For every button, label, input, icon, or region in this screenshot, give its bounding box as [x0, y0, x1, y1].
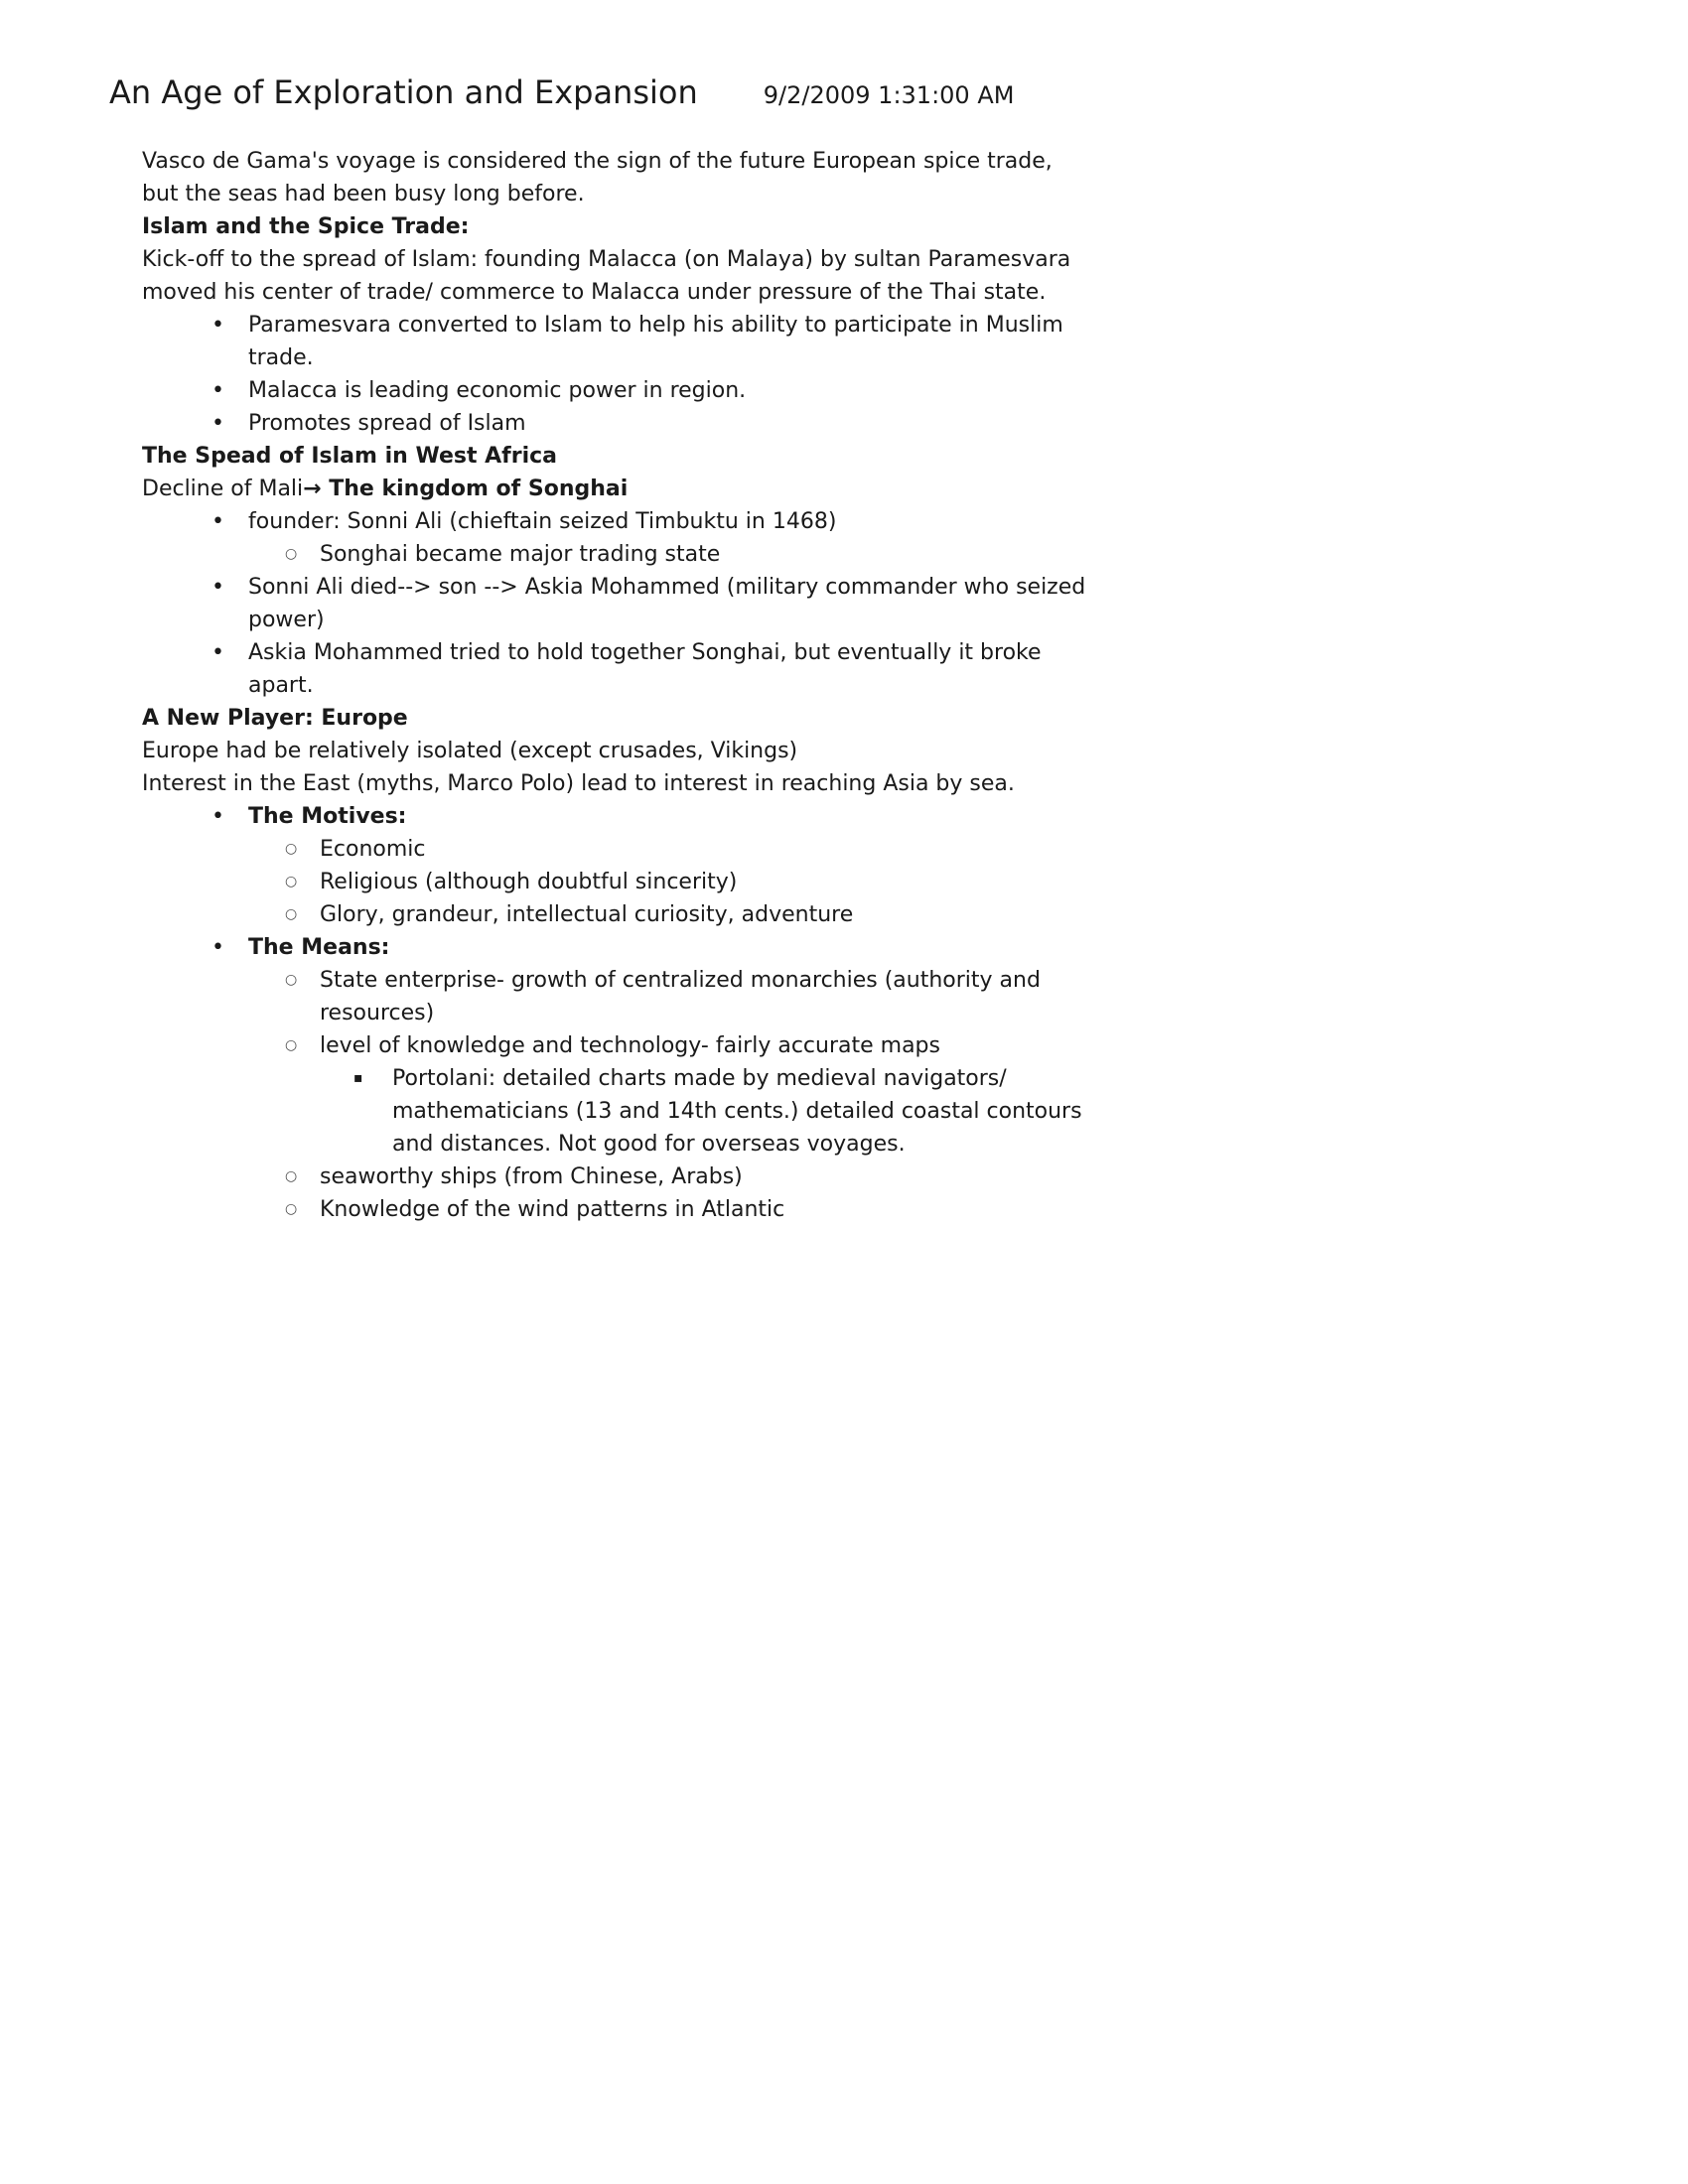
text-run: level of knowledge and technology- fairly accurate maps — [320, 1033, 940, 1058]
bullet-circle-icon: ○ — [285, 972, 298, 988]
list-item-level2 — [142, 1193, 1090, 1226]
list-item-level2 — [142, 833, 1090, 866]
text-run: The Spead of Islam in West Africa — [142, 444, 558, 469]
paragraph — [142, 145, 1090, 210]
bullet-circle-icon: ○ — [285, 546, 298, 562]
text-run: Islam and the Spice Trade: — [142, 214, 470, 239]
list-item-level1 — [142, 571, 1090, 636]
document-timestamp: 9/2/2009 1:31:00 AM — [763, 81, 1015, 109]
text-run: Kick-off to the spread of Islam: founding Malacca (on Malaya) by sultan Paramesvara moved his center of trade/ commerce to Malacca under pressure of the Thai state. — [142, 247, 1071, 305]
page-title: An Age of Exploration and Expansion — [109, 73, 698, 111]
text-run: A New Player: Europe — [142, 706, 408, 731]
text-run: Vasco de Gama's voyage is considered the sign of the future European spice trade, but the seas had been busy long before. — [142, 149, 1053, 206]
bullet-disc-icon: • — [211, 313, 224, 338]
list-item-level1 — [142, 636, 1090, 702]
bullet-circle-icon: ○ — [285, 906, 298, 922]
bullet-disc-icon: • — [211, 804, 224, 829]
list-item-level1 — [142, 407, 1090, 440]
document-header — [109, 73, 1014, 111]
text-run: Malacca is leading economic power in region. — [248, 378, 747, 403]
text-run: Songhai became major trading state — [320, 542, 721, 567]
bullet-disc-icon: • — [211, 935, 224, 960]
text-run: Religious (although doubtful sincerity) — [320, 870, 738, 894]
section-heading — [142, 702, 1090, 735]
list-item-level2 — [142, 964, 1090, 1029]
text-run: The Motives: — [248, 804, 407, 829]
bullet-circle-icon: ○ — [285, 1168, 298, 1184]
text-run: The Means: — [248, 935, 390, 960]
list-item-level1 — [142, 374, 1090, 407]
bullet-circle-icon: ○ — [285, 841, 298, 857]
document-body — [142, 145, 1090, 1226]
text-run: Economic — [320, 837, 426, 862]
text-run: Glory, grandeur, intellectual curiosity, adventure — [320, 902, 854, 927]
list-item-level2 — [142, 538, 1090, 571]
text-run: Promotes spread of Islam — [248, 411, 526, 436]
section-heading — [142, 210, 1090, 243]
list-item-level1 — [142, 309, 1090, 374]
bullet-disc-icon: • — [211, 378, 224, 403]
text-run: Europe had be relatively isolated (except crusades, Vikings) — [142, 739, 798, 763]
bullet-disc-icon: • — [211, 575, 224, 600]
list-item-level1 — [142, 800, 1090, 833]
bullet-disc-icon: • — [211, 640, 224, 665]
section-heading — [142, 440, 1090, 473]
text-run: Askia Mohammed tried to hold together Songhai, but eventually it broke apart. — [248, 640, 1042, 698]
text-run: Sonni Ali died--> son --> Askia Mohammed (military commander who seized power) — [248, 575, 1086, 632]
text-run: founder: Sonni Ali (chieftain seized Timbuktu in 1468) — [248, 509, 837, 534]
list-item-level2 — [142, 866, 1090, 898]
text-run: Interest in the East (myths, Marco Polo) lead to interest in reaching Asia by sea. — [142, 771, 1015, 796]
bullet-disc-icon: • — [211, 411, 224, 436]
list-item-level2 — [142, 898, 1090, 931]
bullet-square-icon: ▪ — [353, 1070, 363, 1086]
text-run: Portolani: detailed charts made by medieval navigators/ mathematicians (13 and 14th cents.) detailed coastal contours and distances. Not good for overseas voyages. — [392, 1066, 1082, 1157]
text-run: seaworthy ships (from Chinese, Arabs) — [320, 1164, 743, 1189]
bullet-disc-icon: • — [211, 509, 224, 534]
bullet-circle-icon: ○ — [285, 1201, 298, 1217]
text-run: Decline of Mali→ The kingdom of Songhai — [142, 477, 629, 501]
bullet-circle-icon: ○ — [285, 874, 298, 889]
list-item-level1 — [142, 505, 1090, 538]
paragraph — [142, 767, 1090, 800]
list-item-level3 — [142, 1062, 1090, 1160]
paragraph — [142, 473, 1090, 505]
paragraph — [142, 735, 1090, 767]
list-item-level2 — [142, 1160, 1090, 1193]
text-run: Paramesvara converted to Islam to help his ability to participate in Muslim trade. — [248, 313, 1063, 370]
bullet-circle-icon: ○ — [285, 1037, 298, 1053]
paragraph — [142, 243, 1090, 309]
list-item-level1 — [142, 931, 1090, 964]
text-run: Knowledge of the wind patterns in Atlantic — [320, 1197, 785, 1222]
list-item-level2 — [142, 1029, 1090, 1062]
text-run: State enterprise- growth of centralized monarchies (authority and resources) — [320, 968, 1041, 1025]
